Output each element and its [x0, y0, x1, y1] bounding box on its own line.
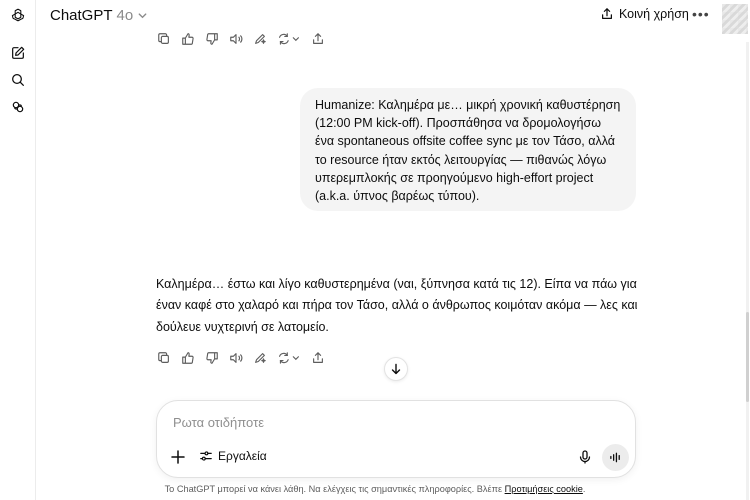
speaker-icon — [229, 32, 243, 46]
scrollbar-thumb[interactable] — [746, 312, 749, 402]
tools-button[interactable] — [199, 449, 267, 463]
upload-icon — [311, 32, 325, 46]
speaker-icon — [229, 351, 243, 365]
previous-message-actions — [156, 31, 334, 47]
more-options-button[interactable]: ••• — [692, 6, 710, 22]
voice-mode-button[interactable] — [602, 444, 629, 471]
disclaimer-end: . — [582, 484, 586, 494]
regenerate-icon — [277, 32, 301, 46]
model-selector[interactable] — [50, 7, 148, 24]
share-button[interactable] — [600, 7, 689, 21]
composer — [156, 400, 636, 478]
avatar[interactable] — [722, 4, 748, 34]
edit-canvas-button[interactable] — [252, 31, 268, 47]
thumbs-up-icon — [181, 32, 195, 46]
share-message-button[interactable] — [310, 31, 326, 47]
regenerate-icon — [277, 351, 301, 365]
copy-button[interactable] — [156, 31, 172, 47]
pen-sparkle-icon — [253, 32, 267, 46]
sliders-icon — [199, 449, 213, 463]
share-icon — [600, 7, 614, 21]
sidebar — [0, 0, 36, 500]
copy-icon — [157, 351, 171, 365]
tools-label: Εργαλεία — [218, 449, 267, 463]
cookie-preferences-link[interactable]: Προτιμήσεις cookie — [504, 484, 583, 494]
assistant-message: Καλημέρα… έστω και λίγο καθυστερημένα (ναι, ξύπνησα κατά τις 12). Είπα να πάω για έναν καφέ στο χαλαρό και πήρα τον Τάσο, αλλά ο άνθρωπος κοιμόταν ακόμα — λες και δούλευε νυχτερινή σε λατομείο. — [156, 277, 638, 334]
waveform-icon — [609, 451, 622, 464]
new-chat-icon[interactable] — [7, 42, 29, 64]
thumbs-down-button[interactable] — [204, 31, 220, 47]
upload-icon — [311, 351, 325, 365]
read-aloud-button[interactable] — [228, 350, 244, 366]
search-icon[interactable] — [7, 69, 29, 91]
explore-gpts-icon[interactable] — [7, 96, 29, 118]
model-version: 4o — [116, 7, 134, 24]
thumbs-down-icon — [205, 32, 219, 46]
thumbs-up-button[interactable] — [180, 31, 196, 47]
regenerate-button[interactable] — [276, 31, 302, 47]
scroll-to-bottom-button[interactable] — [384, 357, 408, 381]
edit-canvas-button[interactable] — [252, 350, 268, 366]
disclaimer-text: Το ChatGPT μπορεί να κάνει λάθη. Να ελέγχεις τις σημαντικές πληροφορίες. Βλέπε — [164, 484, 503, 494]
user-message-bubble: Humanize: Καλημέρα με… μικρή χρονική καθυστέρηση (12:00 PM kick-off). Προσπάθησα να δρομολογήσω ένα spontaneous offsite coffee sync με τον Τάσο, αλλά το resource ήταν εκτός λειτουργίας — πιθανώς λόγω υπερεμπλοκής σε προηγούμενο high-effort project (a.k.a. ύπνος βαρέως τύπου). — [300, 88, 636, 211]
regenerate-button[interactable] — [276, 350, 302, 366]
model-name: ChatGPT — [50, 7, 113, 24]
plus-icon[interactable] — [170, 449, 186, 465]
share-label: Κοινή χρήση — [619, 7, 689, 21]
microphone-icon[interactable] — [577, 449, 593, 465]
disclaimer — [0, 484, 750, 494]
thumbs-up-icon — [181, 351, 195, 365]
prompt-input[interactable]: Ρωτα οτιδήποτε — [173, 415, 265, 430]
openai-logo-icon[interactable] — [7, 4, 29, 26]
arrow-down-icon — [390, 363, 402, 375]
thumbs-down-button[interactable] — [204, 350, 220, 366]
scrollbar-track[interactable] — [746, 42, 749, 500]
read-aloud-button[interactable] — [228, 31, 244, 47]
thumbs-up-button[interactable] — [180, 350, 196, 366]
assistant-message-actions — [156, 350, 334, 366]
thumbs-down-icon — [205, 351, 219, 365]
header — [36, 0, 750, 32]
copy-icon — [157, 32, 171, 46]
chevron-down-icon — [137, 10, 148, 21]
copy-button[interactable] — [156, 350, 172, 366]
pen-sparkle-icon — [253, 351, 267, 365]
share-message-button[interactable] — [310, 350, 326, 366]
